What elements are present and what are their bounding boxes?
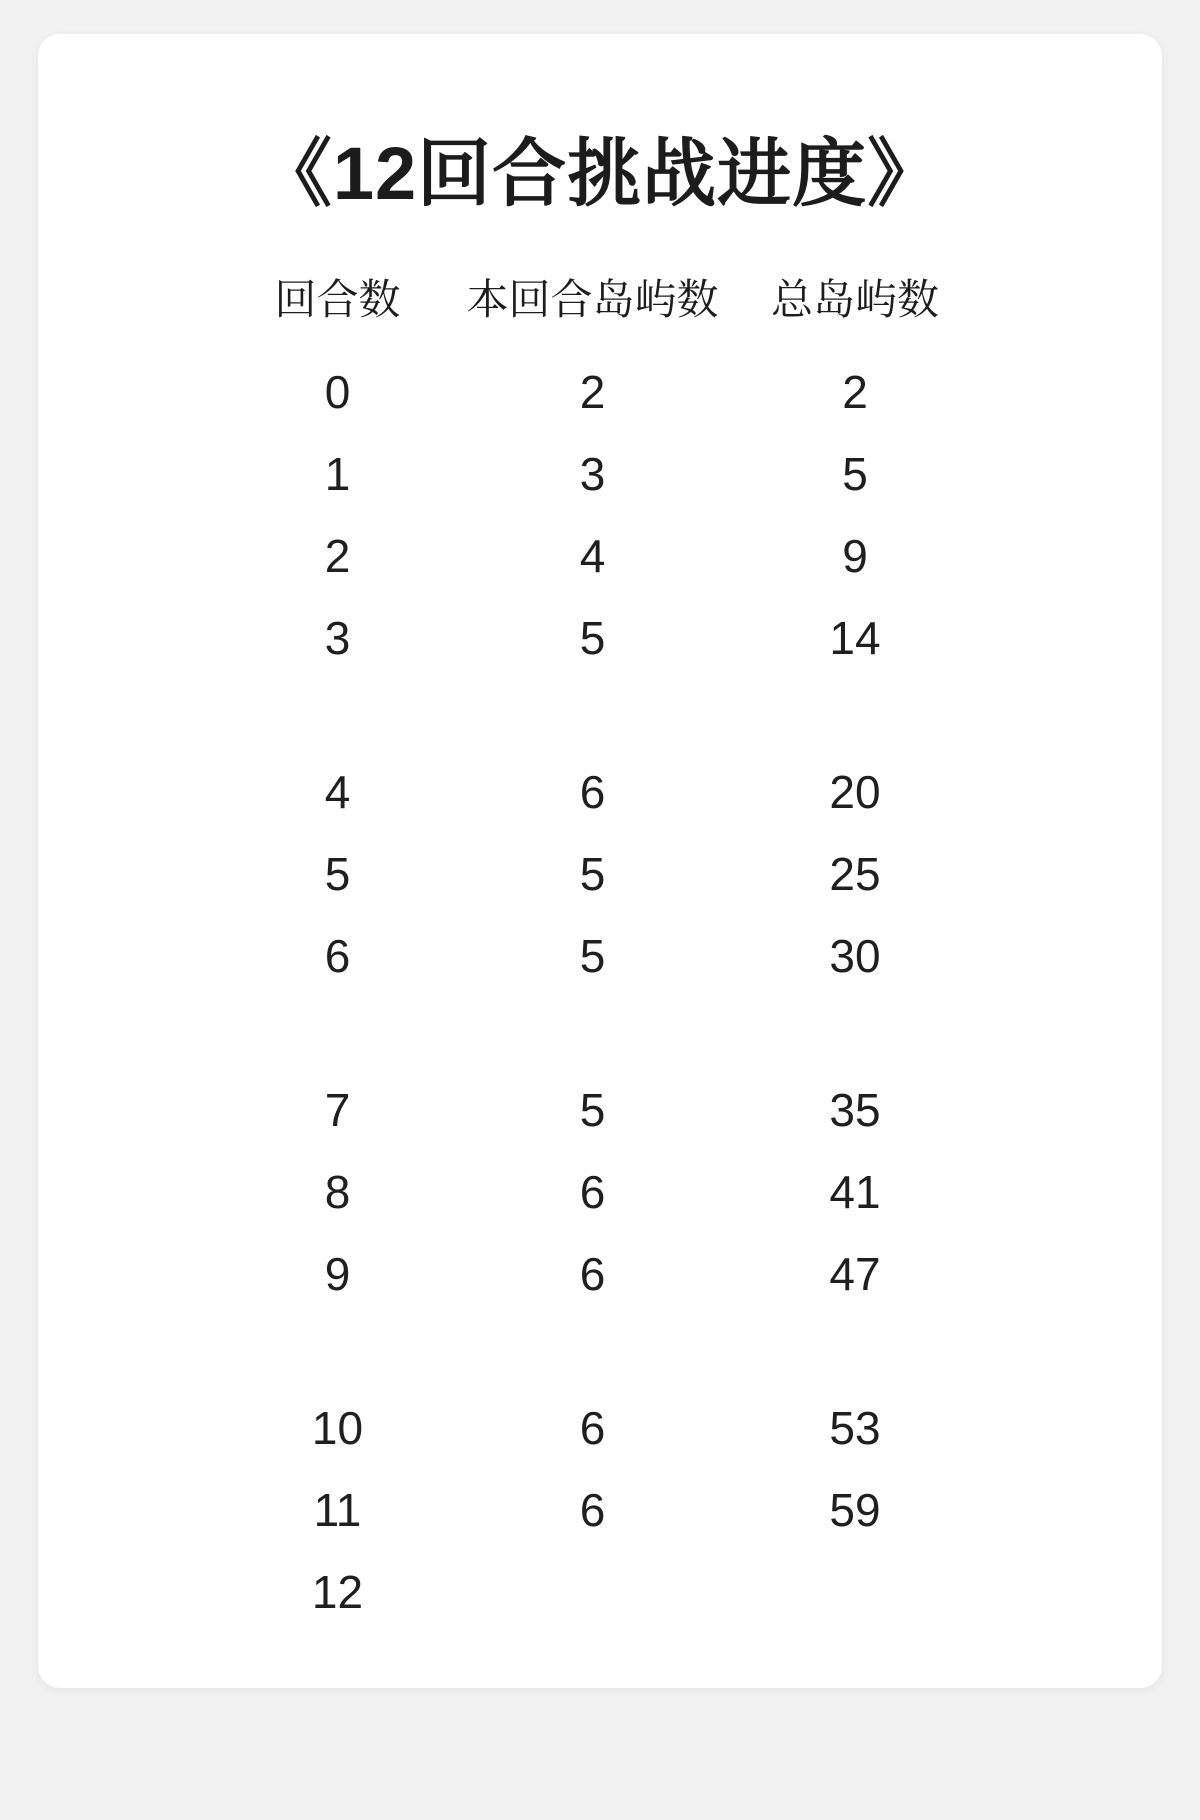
cell-islands-this-round: 6 xyxy=(579,1483,606,1536)
progress-table-wrapper xyxy=(38,267,1162,1633)
cell-round: 8 xyxy=(324,1165,351,1218)
cell-total-islands xyxy=(743,1551,968,1633)
cell-total-islands xyxy=(743,997,968,1069)
cell-total-islands: 30 xyxy=(829,929,881,982)
table-row xyxy=(233,1469,968,1551)
cell-islands-this-round: 6 xyxy=(579,1247,606,1300)
cell-round: 2 xyxy=(324,529,351,582)
cell-islands-this-round: 5 xyxy=(579,1083,606,1136)
cell-round: 3 xyxy=(324,611,351,664)
column-header-islands-this-round: 本回合岛屿数 xyxy=(466,275,719,323)
table-row xyxy=(233,1551,968,1633)
cell-islands-this-round: 3 xyxy=(579,447,606,500)
table-row xyxy=(233,751,968,833)
cell-islands-this-round: 4 xyxy=(579,529,606,582)
cell-islands-this-round: 6 xyxy=(579,765,606,818)
table-header-row xyxy=(233,267,968,351)
table-row-spacer xyxy=(233,1315,968,1387)
table-row xyxy=(233,1387,968,1469)
cell-islands-this-round: 5 xyxy=(579,611,606,664)
table-row xyxy=(233,1151,968,1233)
table-row xyxy=(233,433,968,515)
table-row-spacer xyxy=(233,997,968,1069)
table-row-spacer xyxy=(233,679,968,751)
cell-round: 6 xyxy=(324,929,351,982)
table-row xyxy=(233,1233,968,1315)
cell-round: 5 xyxy=(324,847,351,900)
cell-round: 11 xyxy=(313,1483,362,1536)
table-row xyxy=(233,833,968,915)
cell-round: 9 xyxy=(324,1247,351,1300)
table-row xyxy=(233,597,968,679)
column-header-round: 回合数 xyxy=(274,275,401,323)
cell-round: 10 xyxy=(311,1401,364,1454)
cell-islands-this-round: 5 xyxy=(579,847,606,900)
cell-total-islands: 5 xyxy=(842,447,868,500)
progress-table xyxy=(233,267,968,1633)
cell-total-islands xyxy=(743,1315,968,1387)
cell-islands-this-round: 6 xyxy=(579,1401,606,1454)
cell-total-islands: 41 xyxy=(829,1165,881,1218)
cell-islands-this-round: 2 xyxy=(579,365,606,418)
table-row xyxy=(233,351,968,433)
cell-total-islands: 25 xyxy=(829,847,881,900)
cell-round xyxy=(233,1315,443,1387)
table-row xyxy=(233,915,968,997)
page-title: 《12回合挑战进度》 xyxy=(257,132,943,215)
cell-islands-this-round xyxy=(443,1315,743,1387)
cell-total-islands: 59 xyxy=(829,1483,881,1536)
cell-total-islands: 47 xyxy=(829,1247,881,1300)
table-header xyxy=(233,267,968,351)
cell-round: 7 xyxy=(324,1083,351,1136)
cell-total-islands: 20 xyxy=(829,765,881,818)
cell-islands-this-round xyxy=(443,679,743,751)
cell-round: 12 xyxy=(311,1565,364,1618)
column-header-total-islands: 总岛屿数 xyxy=(770,275,939,323)
cell-round: 1 xyxy=(324,447,351,500)
cell-total-islands: 35 xyxy=(829,1083,881,1136)
cell-round: 4 xyxy=(324,765,351,818)
cell-islands-this-round xyxy=(443,1551,743,1633)
cell-round xyxy=(233,679,443,751)
cell-islands-this-round: 6 xyxy=(579,1165,606,1218)
cell-round: 0 xyxy=(324,365,351,418)
cell-total-islands: 2 xyxy=(842,365,868,418)
cell-total-islands: 14 xyxy=(829,611,881,664)
cell-total-islands xyxy=(743,679,968,751)
document-card xyxy=(38,34,1162,1688)
table-body xyxy=(233,351,968,1633)
cell-total-islands: 9 xyxy=(842,529,868,582)
cell-total-islands: 53 xyxy=(829,1401,881,1454)
cell-islands-this-round: 5 xyxy=(579,929,606,982)
cell-round xyxy=(233,997,443,1069)
table-row xyxy=(233,1069,968,1151)
table-row xyxy=(233,515,968,597)
cell-islands-this-round xyxy=(443,997,743,1069)
